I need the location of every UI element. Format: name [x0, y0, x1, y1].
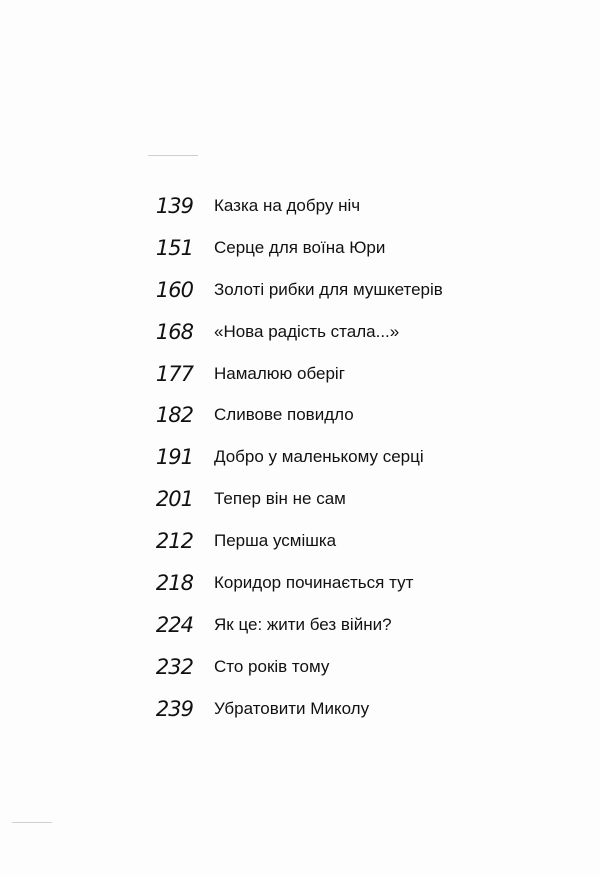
- toc-entry: [0, 274, 600, 316]
- entry-title: Коридор починається тут: [214, 573, 414, 593]
- toc-entry: [0, 399, 600, 441]
- page-number: 139: [155, 194, 193, 218]
- page-number: 168: [155, 319, 193, 344]
- toc-entry: [0, 441, 600, 483]
- scan-speck: [12, 822, 52, 823]
- entry-title: Убратовити Миколу: [214, 698, 370, 718]
- page-number: 212: [155, 529, 193, 554]
- entry-title: Добро у маленькому серці: [214, 447, 424, 467]
- toc-entry: [0, 651, 600, 693]
- toc-entry: [0, 316, 600, 358]
- entry-title: «Нова радість стала...»: [214, 321, 400, 341]
- page-number: 224: [155, 612, 193, 637]
- page-number: 177: [155, 361, 193, 386]
- toc-entry: [0, 483, 600, 525]
- toc-entry: [0, 525, 600, 567]
- toc-entry: [0, 693, 600, 735]
- entry-title: Як це: жити без війни?: [214, 614, 392, 634]
- toc-entry: [0, 609, 600, 651]
- entry-title: Золоті рибки для мушкетерів: [214, 279, 443, 299]
- toc-entry: [0, 567, 600, 609]
- entry-title: Сто років тому: [214, 656, 330, 676]
- entry-title: Сливове повидло: [214, 405, 354, 425]
- entry-title: Серце для воїна Юри: [214, 237, 386, 257]
- page-number: 191: [155, 445, 193, 470]
- page-number: 218: [155, 571, 193, 596]
- entry-title: Казка на добру ніч: [214, 196, 361, 215]
- page-number: 239: [155, 696, 193, 721]
- entry-title: Перша усмішка: [214, 531, 337, 551]
- page-number: 151: [155, 235, 193, 260]
- entry-title: Намалюю оберіг: [214, 363, 345, 383]
- page-number: 160: [155, 277, 193, 302]
- page-number: 232: [155, 654, 193, 679]
- table-of-contents: [0, 190, 600, 735]
- toc-entry: [0, 358, 600, 400]
- scan-speck: [148, 155, 198, 156]
- page-number: 201: [155, 487, 193, 512]
- page-number: 182: [155, 403, 193, 428]
- entry-title: Тепер він не сам: [214, 489, 346, 509]
- toc-entry: [0, 190, 600, 232]
- toc-entry: [0, 232, 600, 274]
